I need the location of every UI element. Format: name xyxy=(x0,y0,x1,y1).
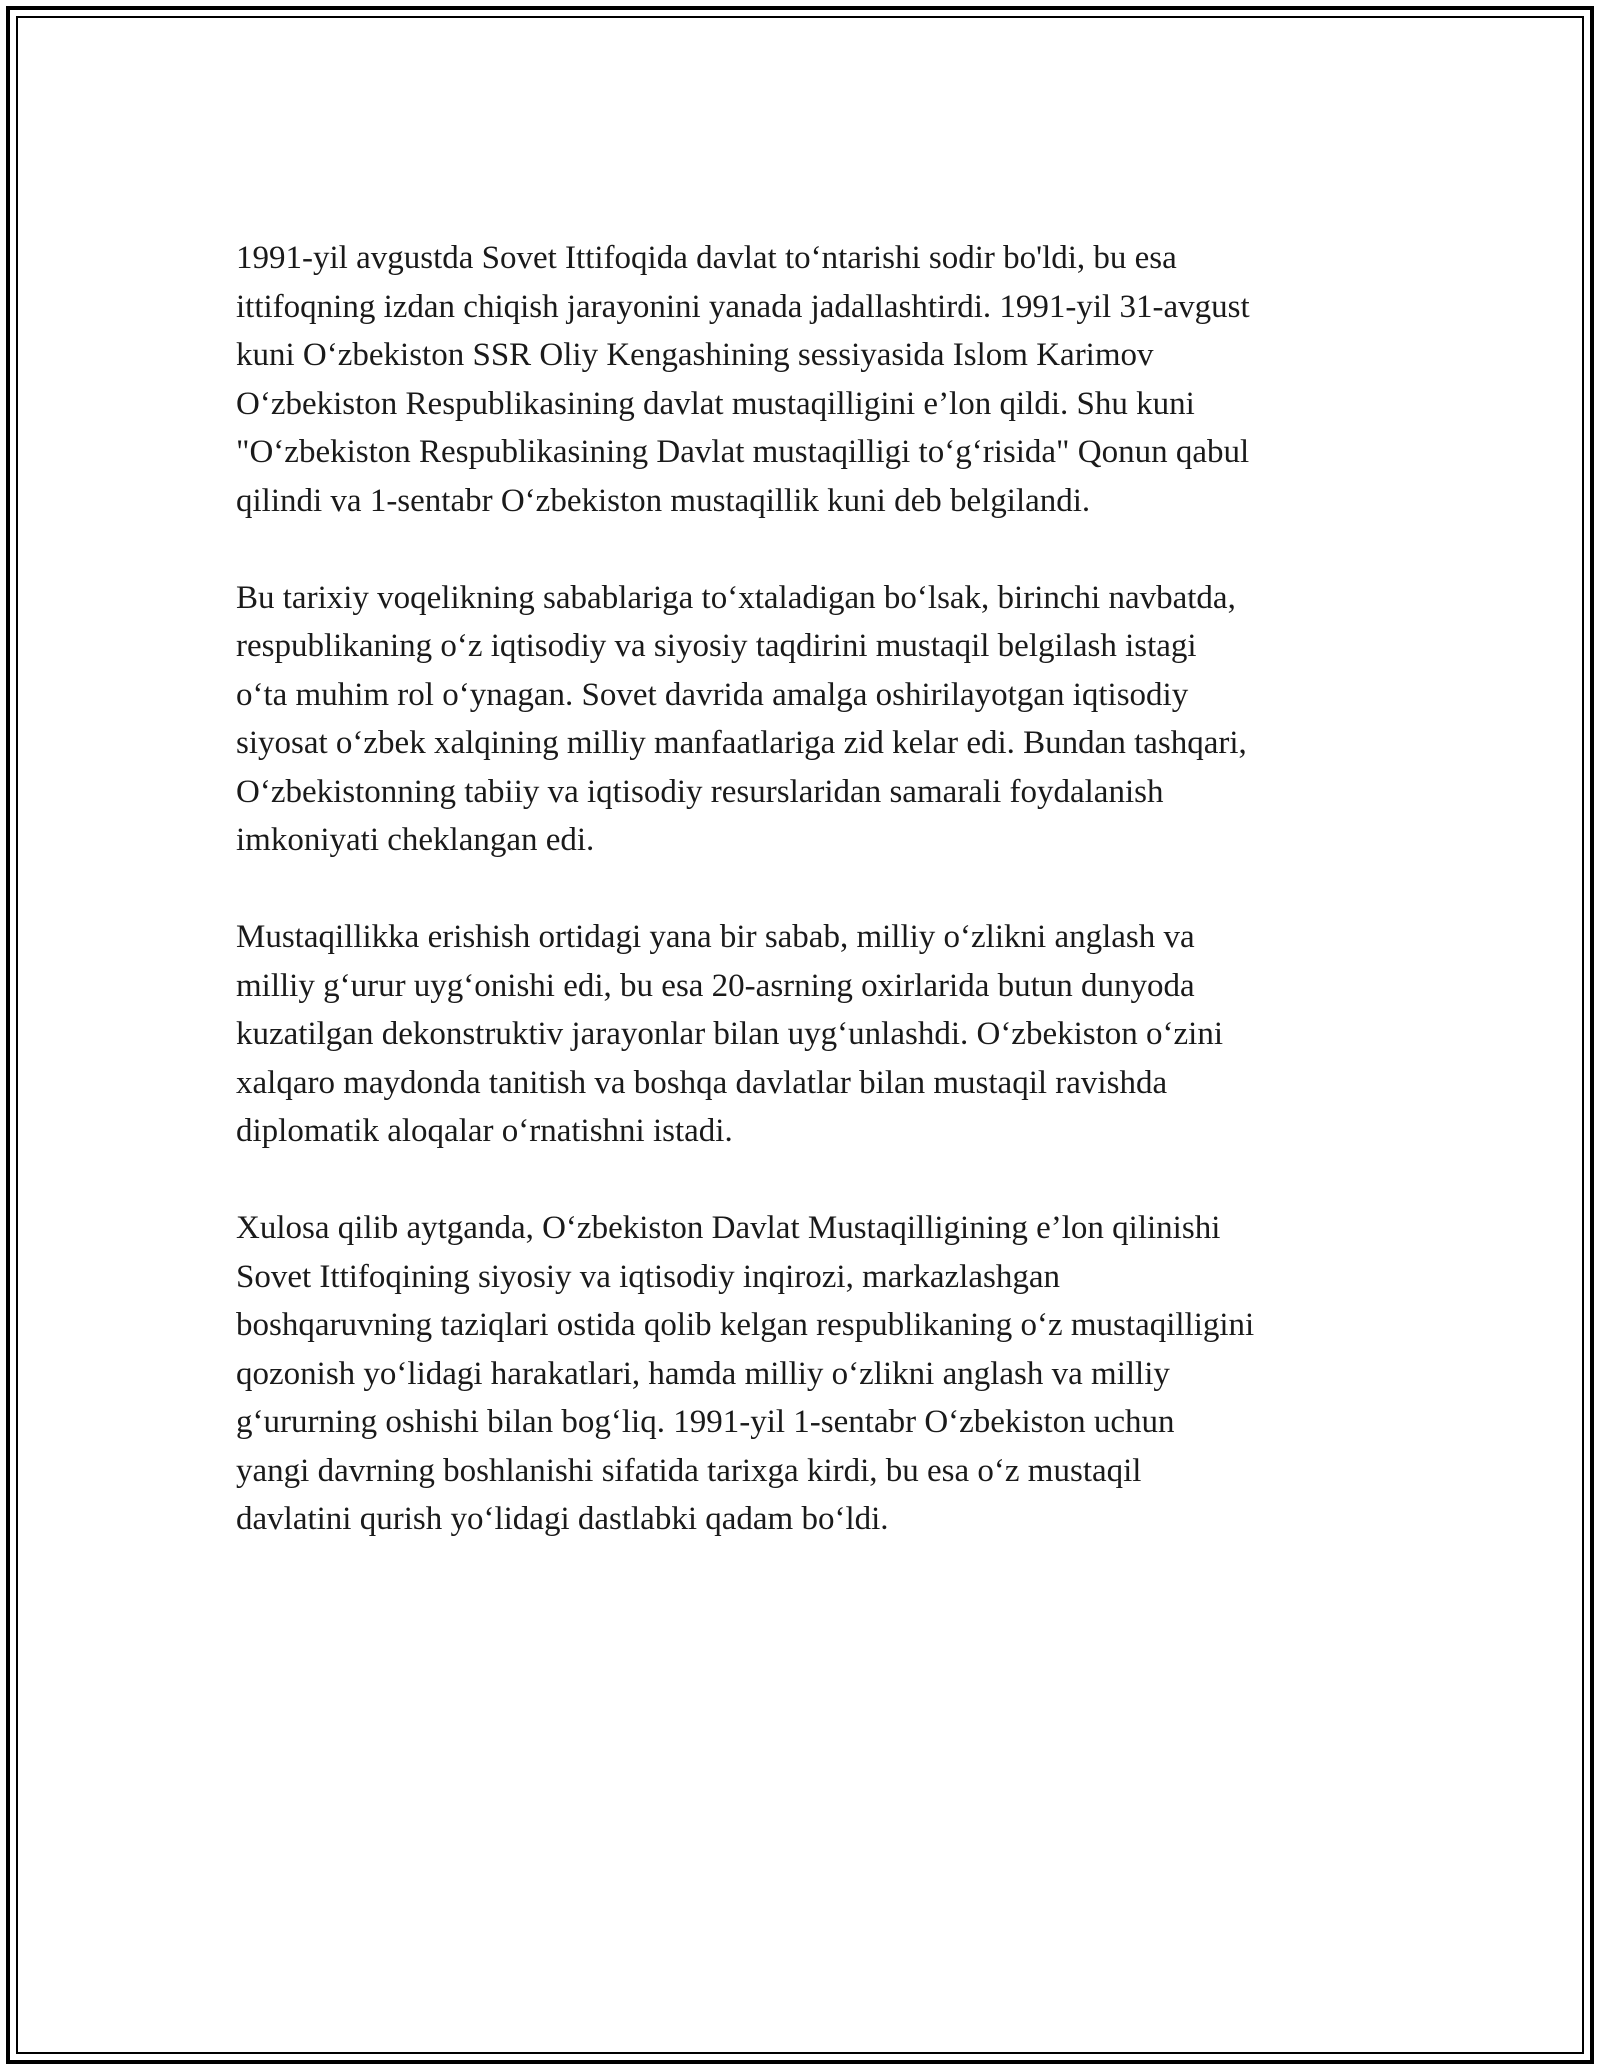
paragraph-line: Sovet Ittifoqining siyosiy va iqtisodiy inqirozi, markazlashgan xyxy=(236,1258,1060,1295)
paragraph-line: oʻta muhim rol oʻynagan. Sovet davrida amalga oshirilayotgan iqtisodiy xyxy=(236,676,1189,713)
document-body xyxy=(236,234,1376,1592)
paragraph-line: Oʻzbekiston Respublikasining davlat mustaqilligini e’lon qildi. Shu kuni xyxy=(236,385,1195,422)
paragraph-line: milliy gʻurur uygʻonishi edi, bu esa 20-asrning oxirlarida butun dunyoda xyxy=(236,967,1195,1004)
paragraph-line: Oʻzbekistonning tabiiy va iqtisodiy resurslaridan samarali foydalanish xyxy=(236,773,1164,810)
paragraph-line: davlatini qurish yoʻlidagi dastlabki qadam boʻldi. xyxy=(236,1501,889,1537)
paragraph-line: diplomatik aloqalar oʻrnatishni istadi. xyxy=(236,1113,733,1149)
paragraph-line: imkoniyati cheklangan edi. xyxy=(236,822,595,858)
paragraph-4 xyxy=(236,1204,1376,1544)
paragraph-line: ittifoqning izdan chiqish jarayonini yanada jadallashtirdi. 1991-yil 31-avgust xyxy=(236,288,1250,325)
paragraph-line: Bu tarixiy voqelikning sabablariga toʻxtaladigan boʻlsak, birinchi navbatda, xyxy=(236,579,1236,616)
paragraph-line: gʻururning oshishi bilan bogʻliq. 1991-yil 1-sentabr Oʻzbekiston uchun xyxy=(236,1404,1175,1440)
paragraph-line: xalqaro maydonda tanitish va boshqa davlatlar bilan mustaqil ravishda xyxy=(236,1064,1168,1101)
paragraph-line: qozonish yoʻlidagi harakatlari, hamda milliy oʻzlikni anglash va milliy xyxy=(236,1355,1170,1392)
paragraph-line: kuzatilgan dekonstruktiv jarayonlar bilan uygʻunlashdi. Oʻzbekiston oʻzini xyxy=(236,1016,1224,1052)
paragraph-line: "Oʻzbekiston Respublikasining Davlat mustaqilligi toʻgʻrisida" Qonun qabul xyxy=(236,434,1250,470)
paragraph-1 xyxy=(236,234,1376,525)
paragraph-2 xyxy=(236,574,1376,865)
paragraph-line: Mustaqillikka erishish ortidagi yana bir sabab, milliy oʻzlikni anglash va xyxy=(236,919,1195,955)
paragraph-line: siyosat oʻzbek xalqining milliy manfaatlariga zid kelar edi. Bundan tashqari, xyxy=(236,725,1247,761)
paragraph-line: 1991-yil avgustda Sovet Ittifoqida davlat toʻntarishi sodir bo'ldi, bu esa xyxy=(236,240,1177,276)
paragraph-line: boshqaruvning taziqlari ostida qolib kelgan respublikaning oʻz mustaqilligini xyxy=(236,1307,1255,1343)
paragraph-line: yangi davrning boshlanishi sifatida tarixga kirdi, bu esa oʻz mustaqil xyxy=(236,1452,1142,1489)
paragraph-line: respublikaning oʻz iqtisodiy va siyosiy taqdirini mustaqil belgilash istagi xyxy=(236,628,1197,664)
paragraph-line: Xulosa qilib aytganda, Oʻzbekiston Davlat Mustaqilligining e’lon qilinishi xyxy=(236,1210,1221,1246)
paragraph-3 xyxy=(236,913,1376,1156)
paragraph-line: kuni Oʻzbekiston SSR Oliy Kengashining sessiyasida Islom Karimov xyxy=(236,337,1154,373)
paragraph-line: qilindi va 1-sentabr Oʻzbekiston mustaqillik kuni deb belgilandi. xyxy=(236,482,1091,519)
